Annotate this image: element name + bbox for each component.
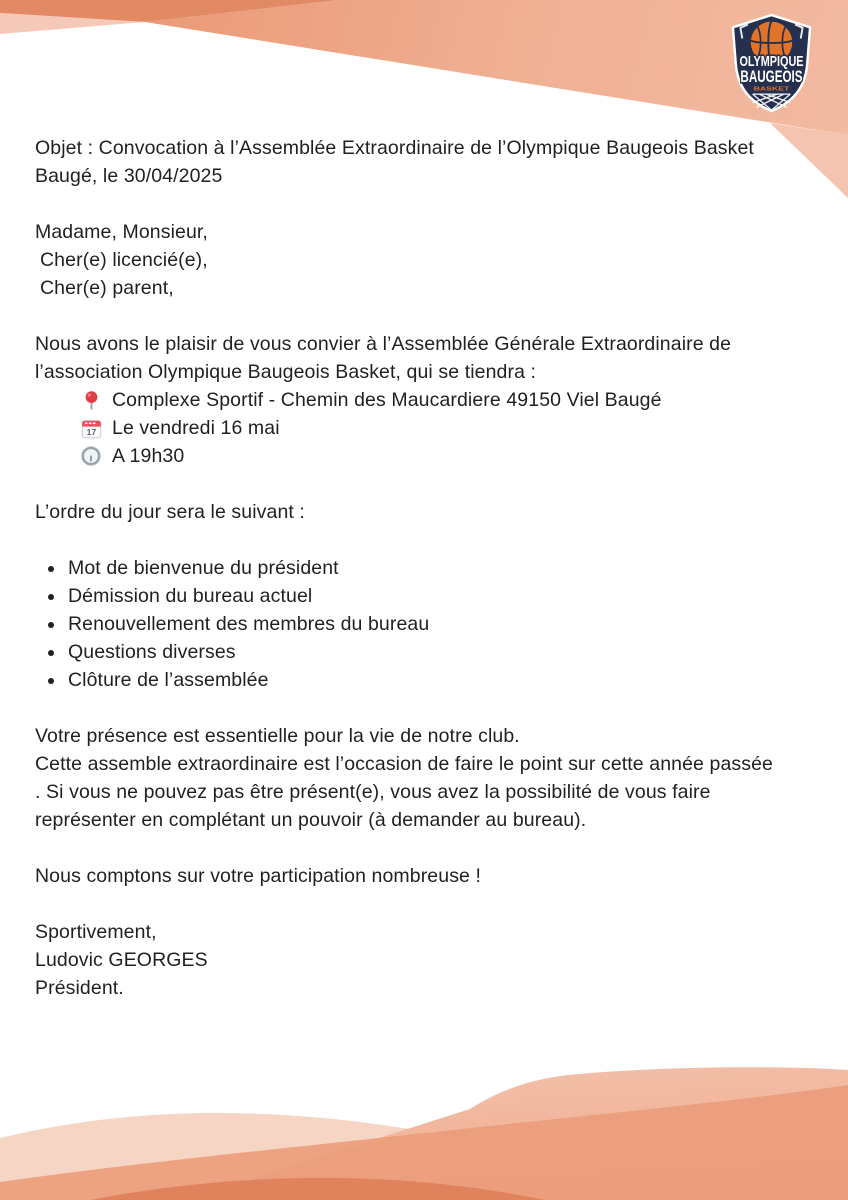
closing-line: représenter en complétant un pouvoir (à demander au bureau).	[35, 809, 587, 831]
clock-icon	[81, 446, 102, 467]
event-time-text: A 19h30	[112, 445, 185, 467]
event-date-row	[35, 414, 818, 442]
agenda-item: • Mot de bienvenue du président	[66, 554, 818, 582]
logo-text-baugeois: BAUGEOIS	[740, 67, 803, 86]
letter-body	[35, 134, 818, 1030]
agenda-heading-block	[35, 498, 818, 526]
footer-decoration	[0, 968, 848, 1200]
salutation-line: Cher(e) parent,	[40, 277, 174, 299]
intro-line: l’association Olympique Baugeois Basket, qui se tiendra :	[35, 361, 537, 383]
event-location-row	[35, 386, 818, 414]
agenda-item: • Questions diverses	[66, 638, 818, 666]
salutation-line: Madame, Monsieur,	[35, 221, 208, 243]
agenda-item: • Clôture de l’assemblée	[66, 666, 818, 694]
location-pin-icon	[81, 390, 102, 411]
intro-line: Nous avons le plaisir de vous convier à l’Assemblée Générale Extraordinaire de	[35, 333, 732, 355]
logo-text-olympique: OLYMPIQUE	[739, 52, 804, 70]
closing-line: Cette assemble extraordinaire est l’occasion de faire le point sur cette année passée	[35, 753, 773, 775]
invitation-block	[35, 330, 818, 470]
agenda-heading: L’ordre du jour sera le suivant :	[35, 501, 305, 523]
closing-line: Votre présence est essentielle pour la vie de notre club.	[35, 725, 520, 747]
club-logo	[715, 12, 828, 116]
participation-line: Nous comptons sur votre participation nombreuse !	[35, 865, 482, 887]
calendar-icon	[81, 418, 102, 439]
closing-block	[35, 722, 818, 834]
subject-block	[35, 134, 818, 190]
subject-line: Objet : Convocation à l’Assemblée Extraordinaire de l’Olympique Baugeois Basket	[35, 137, 754, 159]
club-crest-icon	[715, 12, 828, 116]
signature-name: Ludovic GEORGES	[35, 949, 208, 971]
participation-block	[35, 862, 818, 890]
agenda-item: • Démission du bureau actuel	[66, 582, 818, 610]
closing-line: . Si vous ne pouvez pas être présent(e), vous avez la possibilité de vous faire	[35, 781, 711, 803]
signoff-line: Sportivement,	[35, 921, 157, 943]
date-line: Baugé, le 30/04/2025	[35, 165, 223, 187]
signature-title: Président.	[35, 977, 124, 999]
event-time-row	[35, 442, 818, 470]
event-location-text: Complexe Sportif - Chemin des Maucardiere 49150 Viel Baugé	[112, 389, 662, 411]
salutation-line: Cher(e) licencié(e),	[40, 249, 208, 271]
logo-text-basket: BASKET	[753, 86, 791, 93]
agenda-list	[35, 554, 818, 694]
event-date-text: Le vendredi 16 mai	[112, 417, 280, 439]
agenda-item: • Renouvellement des membres du bureau	[66, 610, 818, 638]
calendar-day-number: 17	[86, 426, 97, 437]
salutation-block	[35, 218, 818, 302]
